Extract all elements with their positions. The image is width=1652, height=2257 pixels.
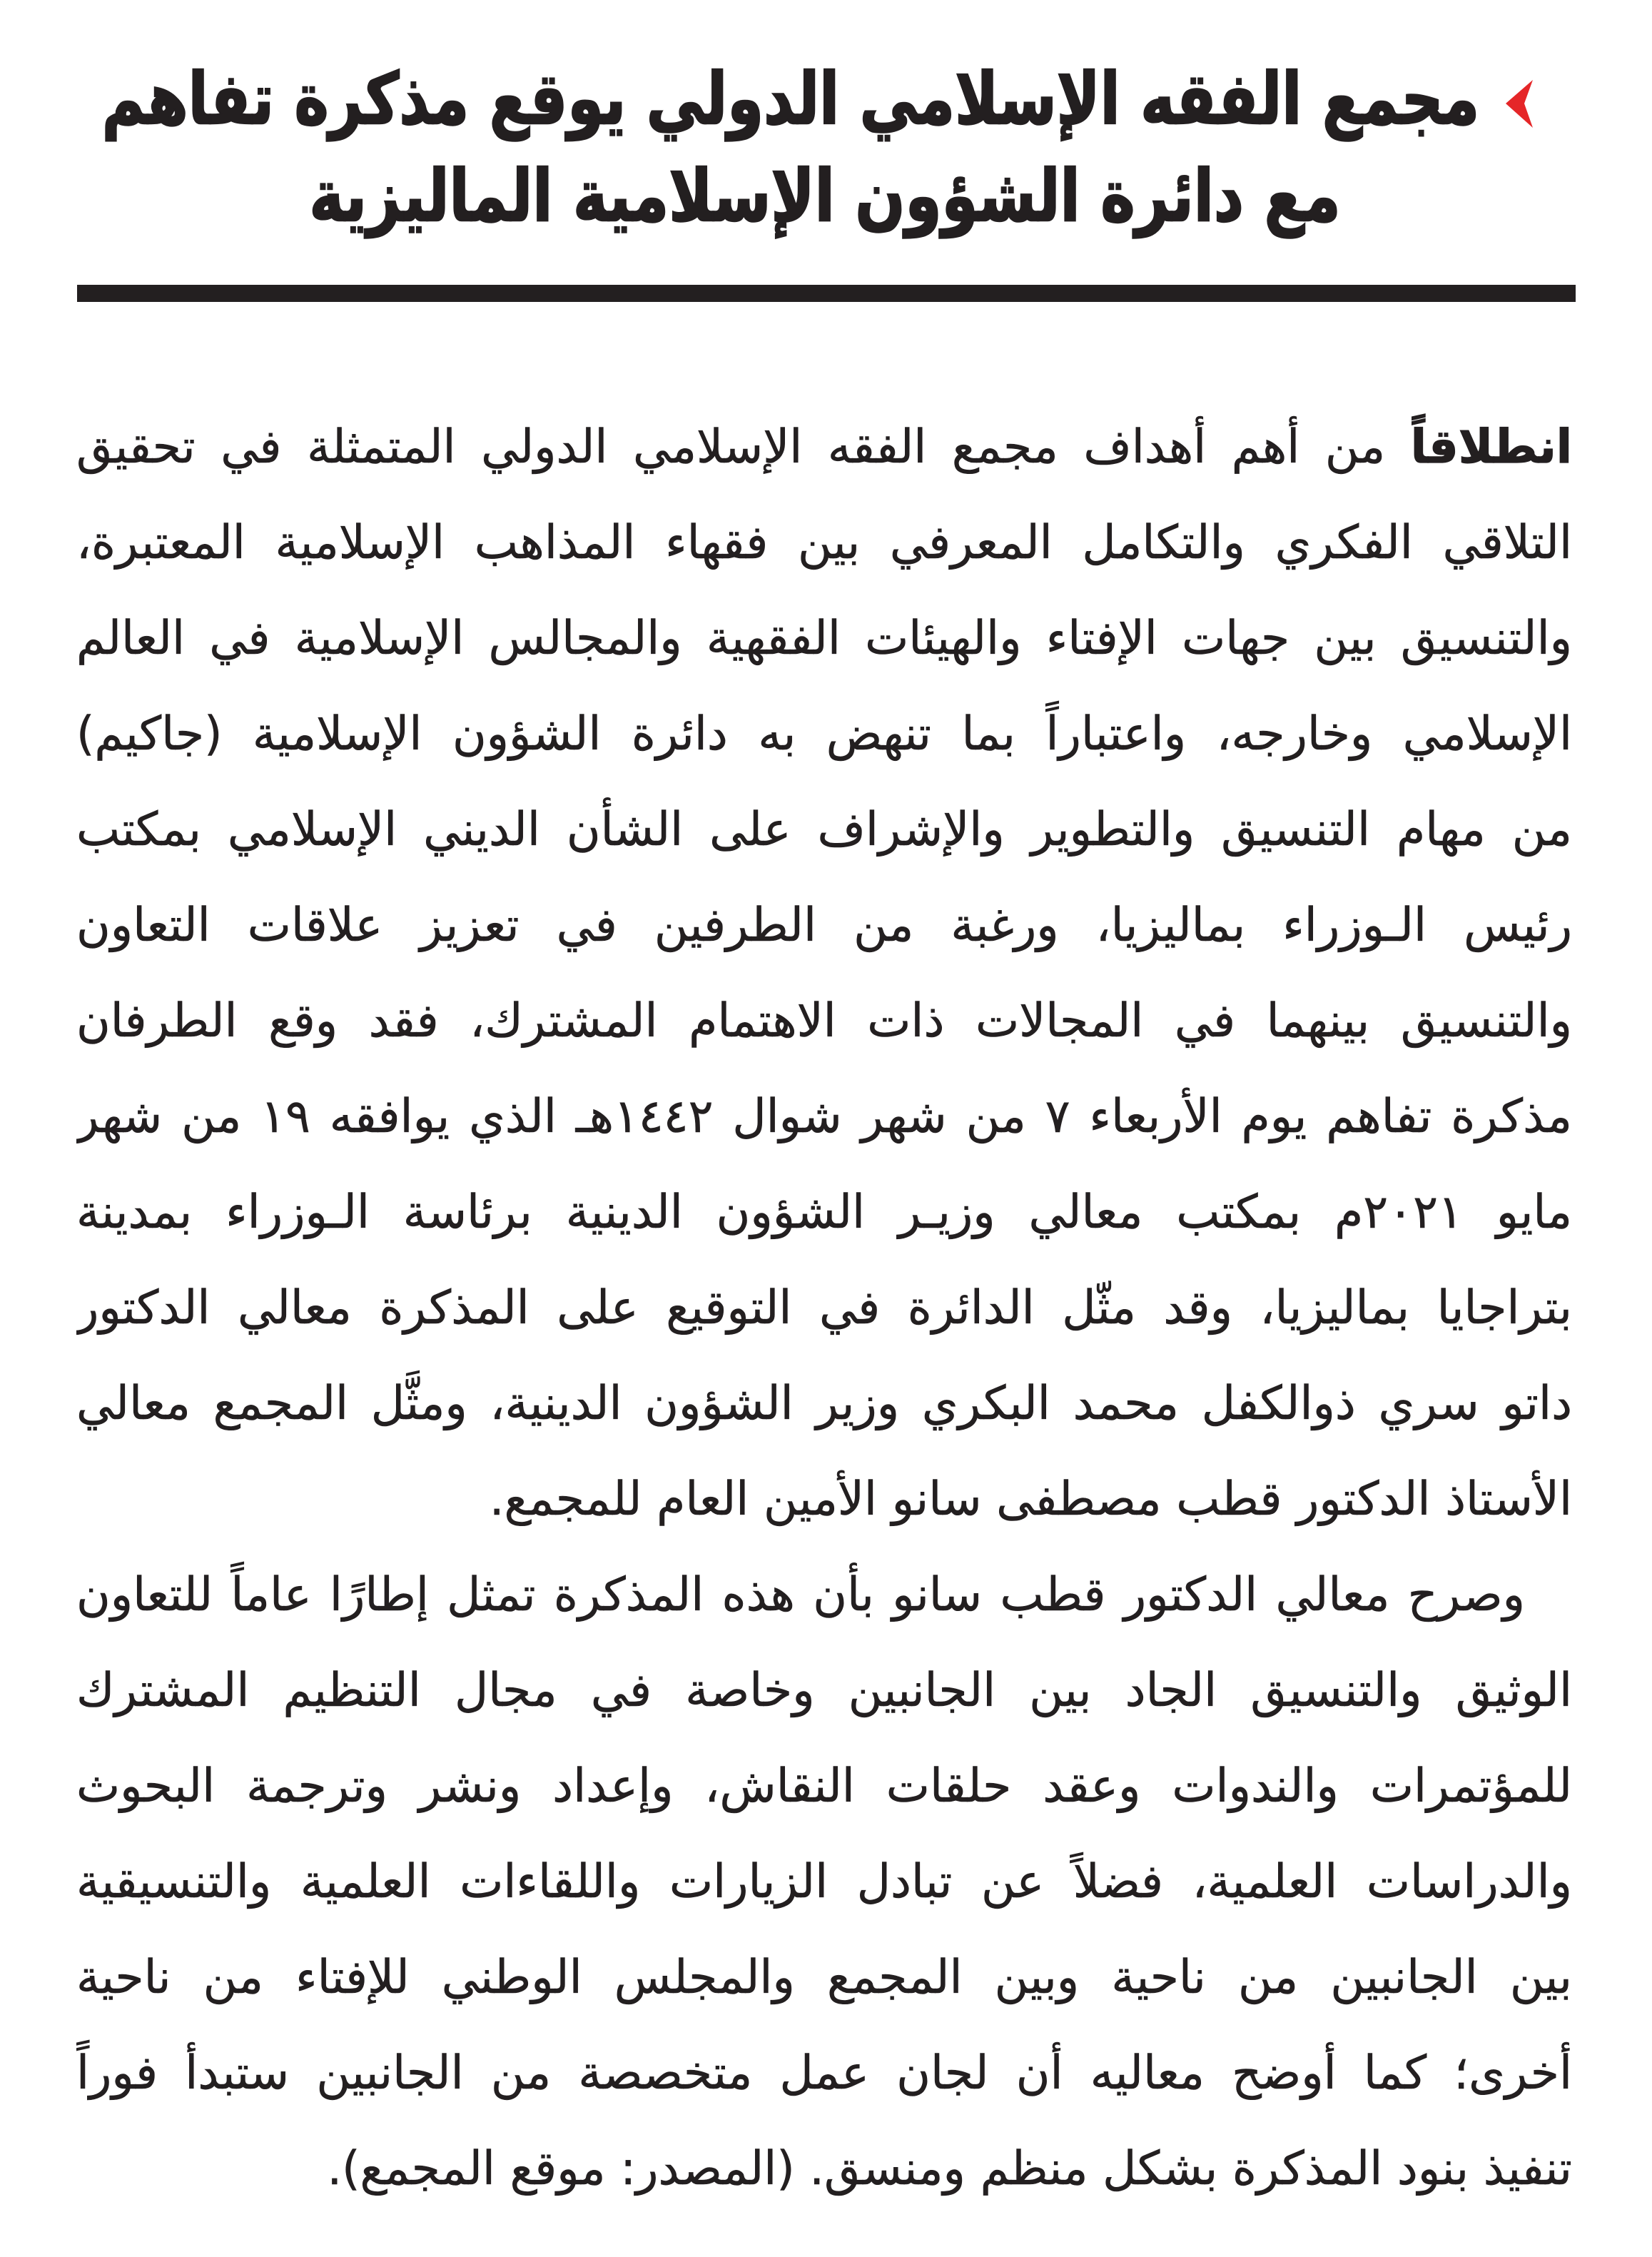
- line-text: مذكرة تفاهم يوم الأربعاء ٧ من شهر شوال ١٤٤٢هـ الذي يوافقه ١٩ من شهر: [76, 1090, 1572, 1143]
- article-line: [76, 1356, 1572, 1452]
- article-line: [76, 1165, 1572, 1261]
- line-text: الوثيق والتنسيق الجاد بين الجانبين وخاصة في مجال التنظيم المشترك: [76, 1664, 1572, 1717]
- line-text: والدراسات العلمية، فضلاً عن تبادل الزيارات واللقاءات العلمية والتنسيقية: [76, 1855, 1572, 1909]
- article-line: [76, 591, 1572, 687]
- line-text: رئيس الـوزراء بماليزيا، ورغبة من الطرفين في تعزيز علاقات التعاون: [76, 899, 1572, 952]
- article-line: [76, 1930, 1572, 2026]
- article-line: [76, 2026, 1572, 2121]
- article-line: [76, 1834, 1572, 1930]
- line-text: الإسلامي وخارجه، واعتباراً بما تنهض به دائرة الشؤون الإسلامية (جاكيم): [76, 707, 1572, 761]
- line-text: والتنسيق بين جهات الإفتاء والهيئات الفقهية والمجالس الإسلامية في العالم: [76, 612, 1572, 665]
- line-text: تنفيذ بنود المذكرة بشكل منظم ومنسق. (المصدر: موقع المجمع).: [327, 2142, 1572, 2196]
- line-text: بين الجانبين من ناحية وبين المجمع والمجلس الوطني للإفتاء من ناحية: [76, 1951, 1572, 2004]
- line-text: للمؤتمرات والندوات وعقد حلقات النقاش، وإعداد ونشر وترجمة البحوث: [76, 1759, 1572, 1813]
- article-line: [76, 687, 1572, 782]
- article-line: [76, 782, 1572, 878]
- headline-line-1: [95, 50, 1486, 150]
- article-line: [76, 495, 1572, 591]
- article-line: [76, 400, 1572, 495]
- headline-text: مجمع الفقه الإسلامي الدولي يوقع مذكرة تفاهم: [101, 58, 1480, 141]
- line-text: التلاقي الفكري والتكامل المعرفي بين فقهاء المذاهب الإسلامية المعتبرة،: [76, 516, 1572, 570]
- headline-line-2: [304, 147, 1346, 247]
- article-body: [76, 400, 1572, 2217]
- article-line: [76, 1739, 1572, 1834]
- article-line: [76, 1261, 1572, 1356]
- chevron-left-icon: [1506, 80, 1533, 128]
- line-text: من مهام التنسيق والتطوير والإشراف على الشأن الديني الإسلامي بمكتب: [76, 803, 1572, 857]
- headline-divider: [77, 285, 1576, 302]
- line-text: أخرى؛ كما أوضح معاليه أن لجان عمل متخصصة من الجانبين ستبدأ فوراً: [76, 2046, 1572, 2100]
- article-line: [76, 1069, 1572, 1165]
- chevron-shape: [1506, 80, 1533, 128]
- article-line: [76, 1452, 1572, 1547]
- article-line: [76, 1547, 1572, 1643]
- article-line: [76, 974, 1572, 1069]
- lead-word: انطلاقاً: [1410, 420, 1572, 474]
- line-text: والتنسيق بينهما في المجالات ذات الاهتمام المشترك، فقد وقع الطرفان: [76, 994, 1572, 1048]
- line-text-rest: من أهم أهداف مجمع الفقه الإسلامي الدولي المتمثلة في تحقيق: [76, 420, 1386, 474]
- paragraph-2: [76, 1547, 1572, 2217]
- paragraph-1: [76, 400, 1572, 1547]
- headline-text: مع دائرة الشؤون الإسلامية الماليزية: [309, 155, 1341, 238]
- line-text: [76, 420, 1572, 474]
- line-text: مايو ٢٠٢١م بمكتب معالي وزيـر الشؤون الدينية برئاسة الـوزراء بمدينة: [76, 1186, 1572, 1239]
- article-line: [76, 878, 1572, 974]
- article-line: [76, 1643, 1572, 1739]
- line-text: الأستاذ الدكتور قطب مصطفى سانو الأمين العام للمجمع.: [489, 1473, 1572, 1526]
- line-text: بتراجايا بماليزيا، وقد مثّل الدائرة في التوقيع على المذكرة معالي الدكتور: [76, 1281, 1572, 1335]
- line-text: وصرح معالي الدكتور قطب سانو بأن هذه المذكرة تمثل إطارًا عاماً للتعاون: [76, 1568, 1525, 1622]
- article-line: [76, 2121, 1572, 2217]
- line-text: داتو سري ذوالكفل محمد البكري وزير الشؤون الدينية، ومثَّل المجمع معالي: [76, 1377, 1572, 1430]
